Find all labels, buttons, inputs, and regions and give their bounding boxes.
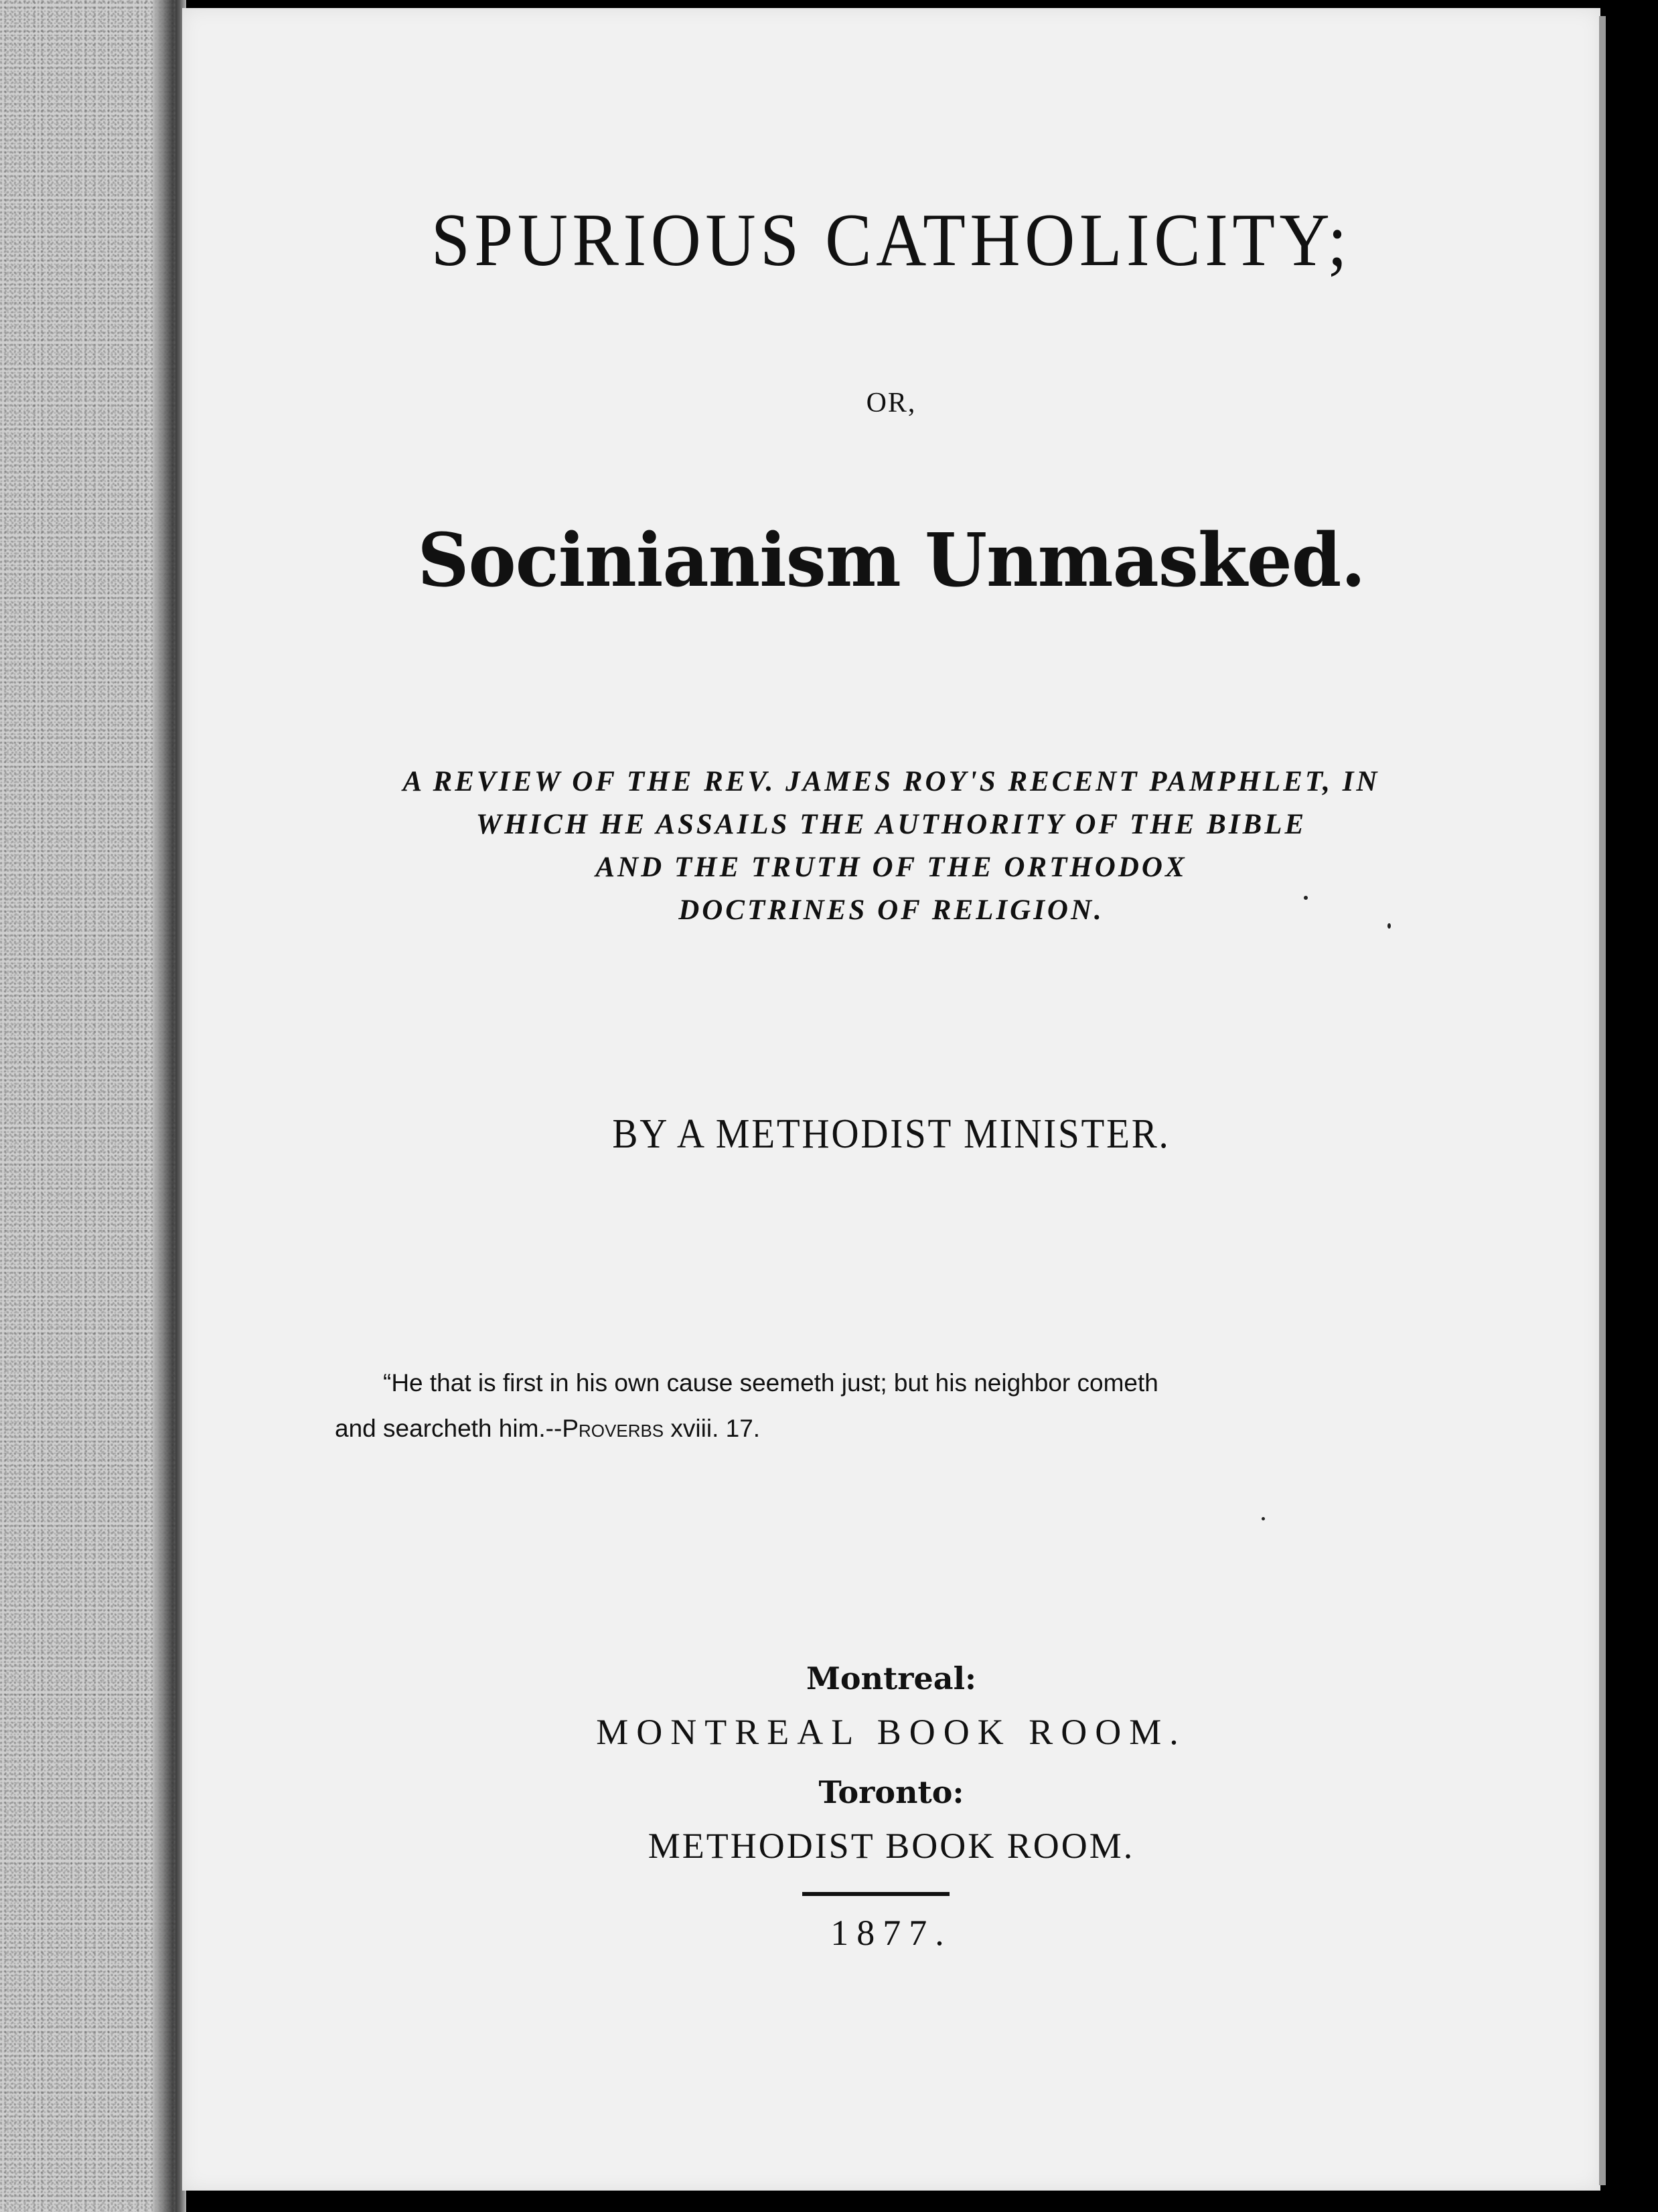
epigraph-line-1: “He that is first in his own cause seemeth just; but his neighbor cometh — [383, 1369, 1158, 1397]
imprint-publisher-toronto: METHODIST BOOK ROOM. — [648, 1826, 1135, 1866]
description-block — [182, 761, 1600, 932]
book-binding — [0, 0, 175, 2212]
imprint-publisher-montreal: MONTREAL BOOK ROOM. — [596, 1712, 1187, 1752]
description-line: DOCTRINES OF RELIGION. — [678, 894, 1104, 926]
epigraph-text: and searcheth him.-- — [335, 1415, 562, 1442]
imprint-city-montreal: Montreal: — [806, 1660, 977, 1696]
ink-speck — [1262, 1517, 1265, 1520]
author-line: BY A METHODIST MINISTER. — [612, 1111, 1171, 1157]
binding-edge-shadow — [153, 0, 186, 2212]
book-subtitle: Socinianism Unmasked. — [417, 517, 1365, 603]
ink-speck — [1304, 896, 1308, 900]
page-right-edge — [1599, 16, 1606, 2185]
imprint-rule — [802, 1892, 950, 1896]
epigraph — [335, 1360, 1420, 1451]
epigraph-line-2 — [335, 1406, 1420, 1451]
ink-speck — [1387, 923, 1391, 929]
book-title: SPURIOUS CATHOLICITY; — [431, 199, 1352, 282]
description-line: A REVIEW OF THE REV. JAMES ROY'S RECENT PAMPHLET, IN — [402, 766, 1380, 797]
title-connector: OR, — [866, 388, 917, 418]
title-page — [182, 8, 1600, 2191]
imprint-city-toronto: Toronto: — [818, 1774, 964, 1810]
description-line: WHICH HE ASSAILS THE AUTHORITY OF THE BIBLE — [475, 809, 1307, 840]
epigraph-reference: xviii. 17. — [664, 1415, 761, 1442]
epigraph-source: Proverbs — [562, 1415, 664, 1442]
publication-year: 1877. — [830, 1913, 952, 1953]
description-line: AND THE TRUTH OF THE ORTHODOX — [595, 852, 1187, 883]
